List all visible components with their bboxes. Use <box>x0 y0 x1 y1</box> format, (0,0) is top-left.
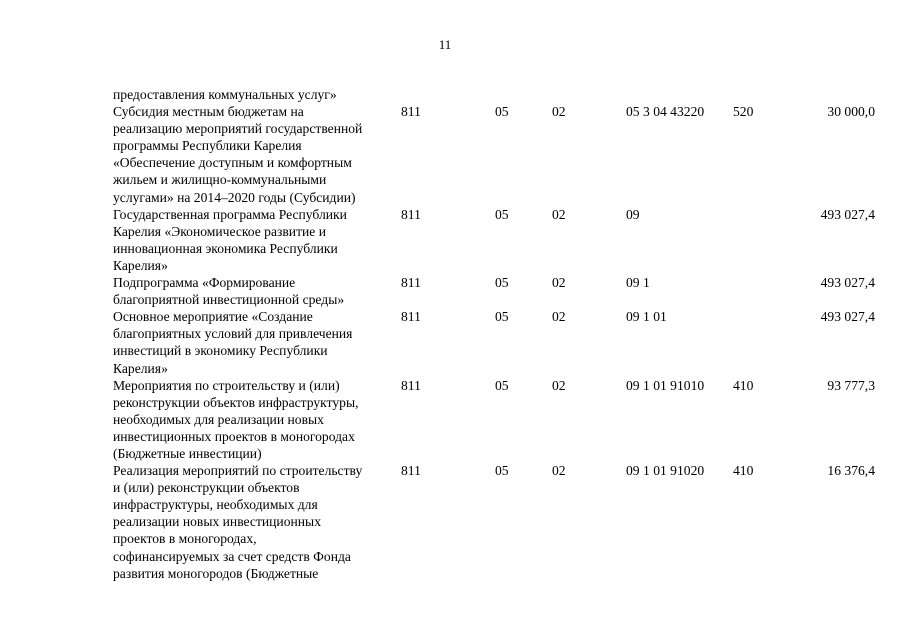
table-row <box>113 377 875 462</box>
amount: 493 027,4 <box>820 275 875 291</box>
target-article-code: 05 3 04 43220 <box>626 104 705 120</box>
item-name-line: необходимых для реализации новых <box>113 411 324 427</box>
item-name-line: жильем и жилищно-коммунальными <box>113 172 327 188</box>
subsection-code: 02 <box>552 377 566 393</box>
department-code: 811 <box>401 309 421 325</box>
item-name-line: Мероприятия по строительству и (или) <box>113 377 340 393</box>
item-name <box>113 274 401 308</box>
item-name <box>113 377 401 462</box>
item-name-line: Основное мероприятие «Создание <box>113 309 313 325</box>
target-article-code: 09 <box>626 206 640 222</box>
section-code: 05 <box>495 377 509 393</box>
department-code: 811 <box>401 377 421 393</box>
section-code: 05 <box>495 275 509 291</box>
table-row <box>113 308 875 376</box>
department-code: 811 <box>401 104 421 120</box>
amount: 16 376,4 <box>827 463 875 479</box>
page-number: 11 <box>438 37 452 52</box>
item-name-line: Реализация мероприятий по строительству <box>113 463 363 479</box>
item-name-line: услугами» на 2014–2020 годы (Субсидии) <box>113 189 356 205</box>
item-name-line: инвестиционных проектов в моногородах <box>113 428 355 444</box>
item-name-line: инфраструктуры, необходимых для <box>113 497 318 513</box>
amount: 93 777,3 <box>827 377 875 393</box>
item-name <box>113 86 401 103</box>
target-article-code: 09 1 <box>626 275 650 291</box>
item-name-line: Карелия «Экономическое развитие и <box>113 223 326 239</box>
item-name-line: инновационная экономика Республики <box>113 240 338 256</box>
amount: 30 000,0 <box>827 104 875 120</box>
expense-type-code: 410 <box>733 463 754 479</box>
item-name-line: благоприятной инвестиционной среды» <box>113 292 345 308</box>
subsection-code: 02 <box>552 309 566 325</box>
section-code: 05 <box>495 206 509 222</box>
item-name <box>113 308 401 376</box>
expense-type-code: 410 <box>733 377 754 393</box>
table-row <box>113 86 875 103</box>
item-name-line: реализации новых инвестиционных <box>113 514 321 530</box>
subsection-code: 02 <box>552 275 566 291</box>
department-code: 811 <box>401 206 421 222</box>
item-name-line: софинансируемых за счет средств Фонда <box>113 548 351 564</box>
target-article-code: 09 1 01 91020 <box>626 463 705 479</box>
item-name <box>113 206 401 274</box>
item-name-line: и (или) реконструкции объектов <box>113 480 300 496</box>
table-row <box>113 103 875 206</box>
section-code: 05 <box>495 104 509 120</box>
item-name-line: реконструкции объектов инфраструктуры, <box>113 394 359 410</box>
item-name-line: Подпрограмма «Формирование <box>113 275 296 291</box>
budget-table <box>113 86 875 582</box>
item-name-line: проектов в моногородах, <box>113 531 257 547</box>
item-name-line: «Обеспечение доступным и комфортным <box>113 155 352 171</box>
expense-type-code: 520 <box>733 104 754 120</box>
item-name-line: реализацию мероприятий государственной <box>113 121 363 137</box>
target-article-code: 09 1 01 91010 <box>626 377 705 393</box>
item-name <box>113 462 401 582</box>
item-name-line: программы Республики Карелия <box>113 138 302 154</box>
table-row <box>113 462 875 582</box>
item-name-line: инвестиций в экономику Республики <box>113 343 328 359</box>
department-code: 811 <box>401 463 421 479</box>
item-name-line: развития моногородов (Бюджетные <box>113 565 319 581</box>
section-code: 05 <box>495 309 509 325</box>
item-name-line: Государственная программа Республики <box>113 206 347 222</box>
item-name-line: (Бюджетные инвестиции) <box>113 445 262 461</box>
item-name-line: благоприятных условий для привлечения <box>113 326 353 342</box>
target-article-code: 09 1 01 <box>626 309 667 325</box>
section-code: 05 <box>495 463 509 479</box>
subsection-code: 02 <box>552 463 566 479</box>
item-name-line: предоставления коммунальных услуг» <box>113 87 337 102</box>
table-row <box>113 206 875 274</box>
item-name-line: Субсидия местным бюджетам на <box>113 104 304 120</box>
amount: 493 027,4 <box>820 206 875 222</box>
department-code: 811 <box>401 275 421 291</box>
item-name-line: Карелия» <box>113 360 168 376</box>
item-name-line: Карелия» <box>113 257 168 273</box>
table-row <box>113 274 875 308</box>
subsection-code: 02 <box>552 104 566 120</box>
item-name <box>113 103 401 206</box>
amount: 493 027,4 <box>820 309 875 325</box>
subsection-code: 02 <box>552 206 566 222</box>
